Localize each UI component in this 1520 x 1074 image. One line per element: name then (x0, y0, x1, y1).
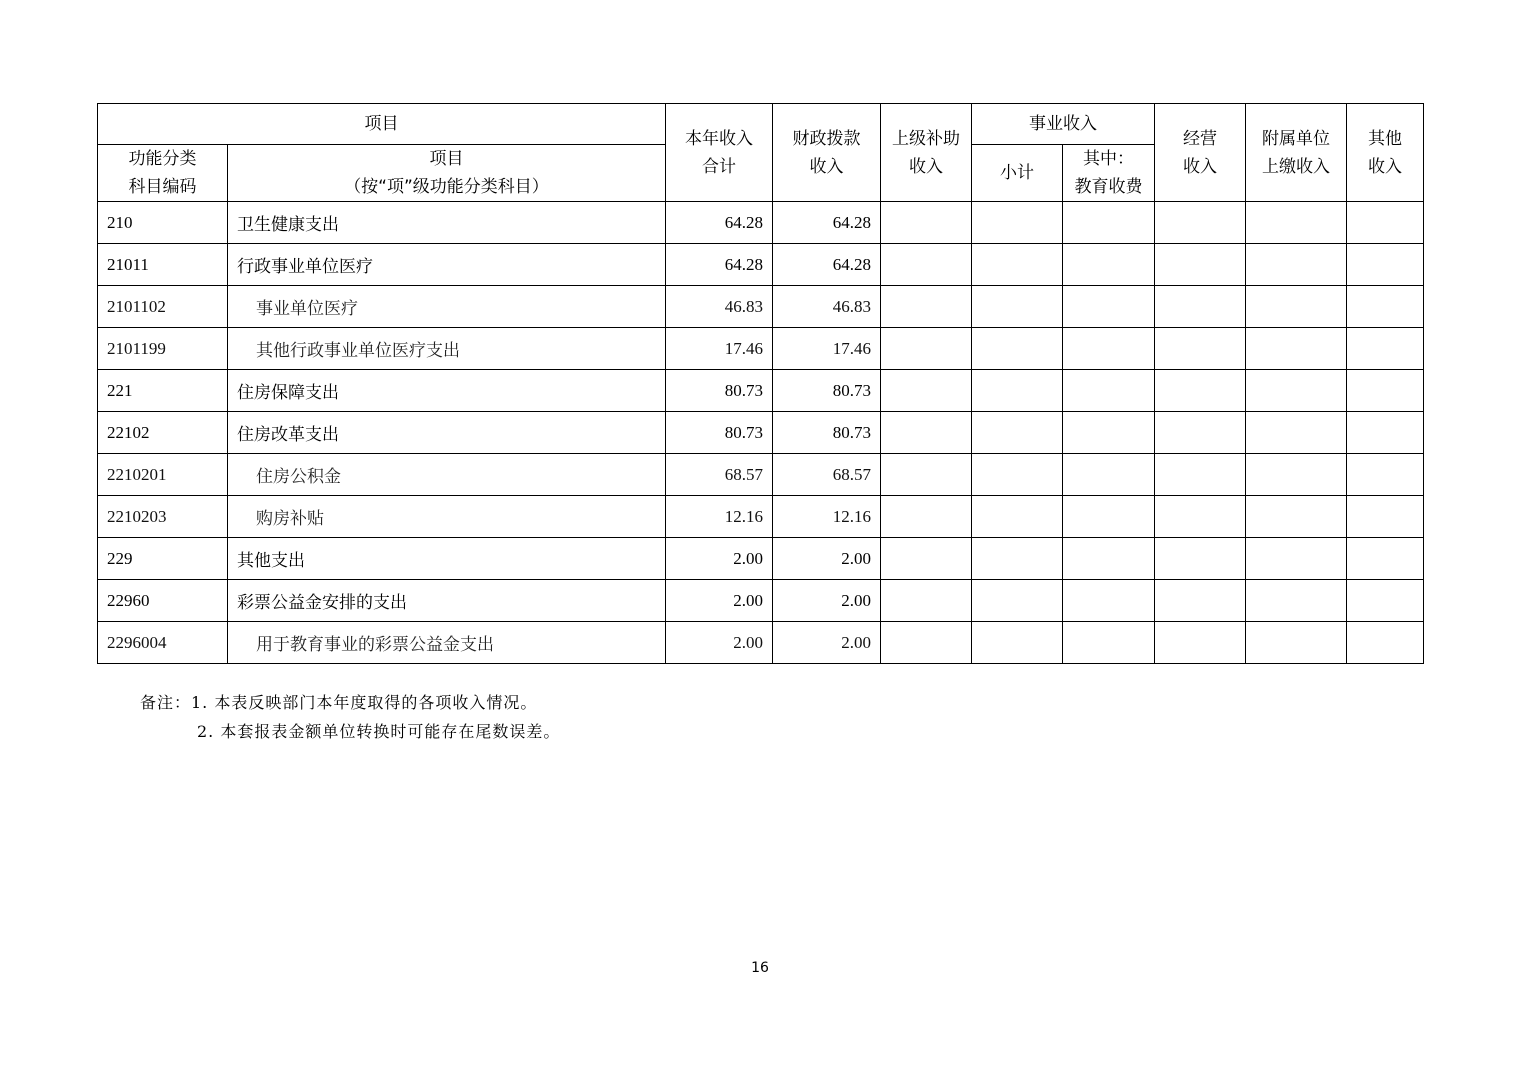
row-empty-cell (881, 412, 972, 454)
table-row (98, 202, 1424, 244)
row-empty-cell (1246, 580, 1347, 622)
row-fiscal: 12.16 (773, 496, 881, 538)
table-row (98, 496, 1424, 538)
header-career-subtotal: 小计 (972, 145, 1063, 202)
row-empty-cell (1063, 244, 1155, 286)
row-empty-cell (1347, 622, 1424, 664)
row-empty-cell (1347, 580, 1424, 622)
header-upper-line1: 上级补助 (892, 128, 960, 149)
header-func-line1: 功能分类 (128, 149, 197, 169)
row-name: 行政事业单位医疗 (228, 244, 666, 286)
header-affil-line2: 上缴收入 (1262, 156, 1330, 177)
row-empty-cell (1155, 370, 1246, 412)
row-empty-cell (1155, 328, 1246, 370)
row-fiscal: 80.73 (773, 370, 881, 412)
row-empty-cell (881, 370, 972, 412)
row-name: 住房改革支出 (228, 412, 666, 454)
row-empty-cell (1246, 370, 1347, 412)
table-row (98, 328, 1424, 370)
header-affiliated (1246, 104, 1347, 202)
row-empty-cell (1155, 622, 1246, 664)
header-fiscal-line2: 收入 (809, 156, 844, 177)
table-header (98, 104, 1424, 202)
row-empty-cell (972, 412, 1063, 454)
header-career-edu (1063, 145, 1155, 202)
row-code: 210 (98, 202, 228, 244)
table-row (98, 412, 1424, 454)
row-empty-cell (1246, 328, 1347, 370)
row-total: 2.00 (666, 580, 773, 622)
header-career-income: 事业收入 (972, 104, 1155, 145)
row-empty-cell (881, 286, 972, 328)
row-empty-cell (881, 580, 972, 622)
header-edu-line1: 其中： (1083, 149, 1134, 169)
header-fiscal (773, 104, 881, 202)
header-edu-line2: 教育收费 (1074, 177, 1143, 197)
row-empty-cell (881, 202, 972, 244)
row-fiscal: 80.73 (773, 412, 881, 454)
row-empty-cell (972, 244, 1063, 286)
row-name: 事业单位医疗 (228, 286, 666, 328)
table-row (98, 454, 1424, 496)
row-code: 22960 (98, 580, 228, 622)
row-empty-cell (881, 328, 972, 370)
header-item-line2: （按“项”级功能分类科目） (344, 177, 549, 197)
row-code: 2210203 (98, 496, 228, 538)
row-code: 22102 (98, 412, 228, 454)
row-fiscal: 64.28 (773, 202, 881, 244)
row-empty-cell (1347, 244, 1424, 286)
row-code: 2296004 (98, 622, 228, 664)
row-empty-cell (1155, 412, 1246, 454)
table-body (98, 202, 1424, 664)
row-empty-cell (1063, 538, 1155, 580)
row-empty-cell (972, 496, 1063, 538)
row-total: 2.00 (666, 622, 773, 664)
row-empty-cell (1155, 496, 1246, 538)
row-code: 229 (98, 538, 228, 580)
note-line-2: 2. 本套报表金额单位转换时可能存在尾数误差。 (197, 722, 561, 741)
row-empty-cell (972, 202, 1063, 244)
row-fiscal: 2.00 (773, 538, 881, 580)
row-name: 彩票公益金安排的支出 (228, 580, 666, 622)
row-code: 21011 (98, 244, 228, 286)
row-empty-cell (972, 580, 1063, 622)
row-name: 用于教育事业的彩票公益金支出 (228, 622, 666, 664)
row-empty-cell (1063, 202, 1155, 244)
header-total-line2: 合计 (702, 156, 736, 177)
row-empty-cell (1063, 412, 1155, 454)
row-empty-cell (972, 370, 1063, 412)
row-fiscal: 46.83 (773, 286, 881, 328)
header-affil-line1: 附属单位 (1262, 128, 1330, 149)
row-code: 2210201 (98, 454, 228, 496)
row-total: 68.57 (666, 454, 773, 496)
row-code: 2101199 (98, 328, 228, 370)
row-fiscal: 64.28 (773, 244, 881, 286)
table-row (98, 244, 1424, 286)
row-empty-cell (881, 496, 972, 538)
row-empty-cell (1246, 202, 1347, 244)
table-row (98, 538, 1424, 580)
row-code: 221 (98, 370, 228, 412)
row-total: 64.28 (666, 244, 773, 286)
row-empty-cell (1246, 496, 1347, 538)
header-func-code (98, 145, 228, 202)
row-code: 2101102 (98, 286, 228, 328)
row-empty-cell (1063, 328, 1155, 370)
row-fiscal: 68.57 (773, 454, 881, 496)
header-other-line1: 其他 (1368, 128, 1402, 149)
row-name: 购房补贴 (228, 496, 666, 538)
row-empty-cell (972, 286, 1063, 328)
row-empty-cell (1155, 244, 1246, 286)
row-empty-cell (972, 454, 1063, 496)
row-empty-cell (1347, 454, 1424, 496)
row-empty-cell (1155, 580, 1246, 622)
header-total-line1: 本年收入 (685, 128, 753, 149)
row-empty-cell (1347, 538, 1424, 580)
header-item (228, 145, 666, 202)
header-upper-subsidy (881, 104, 972, 202)
table-notes (140, 688, 560, 746)
row-empty-cell (1063, 496, 1155, 538)
income-table (97, 103, 1424, 664)
header-project: 项目 (98, 104, 666, 145)
row-total: 17.46 (666, 328, 773, 370)
header-total (666, 104, 773, 202)
row-empty-cell (1246, 454, 1347, 496)
row-empty-cell (1063, 286, 1155, 328)
row-total: 46.83 (666, 286, 773, 328)
header-item-line1: 项目 (429, 149, 464, 169)
row-name: 卫生健康支出 (228, 202, 666, 244)
row-fiscal: 17.46 (773, 328, 881, 370)
row-total: 12.16 (666, 496, 773, 538)
header-other (1347, 104, 1424, 202)
header-upper-line2: 收入 (909, 156, 943, 177)
row-empty-cell (972, 328, 1063, 370)
row-fiscal: 2.00 (773, 622, 881, 664)
row-empty-cell (881, 538, 972, 580)
header-func-line2: 科目编码 (128, 177, 197, 197)
row-empty-cell (1347, 328, 1424, 370)
row-name: 住房保障支出 (228, 370, 666, 412)
row-empty-cell (1063, 622, 1155, 664)
row-empty-cell (1063, 454, 1155, 496)
row-empty-cell (1246, 286, 1347, 328)
row-empty-cell (972, 538, 1063, 580)
row-total: 80.73 (666, 370, 773, 412)
row-empty-cell (1347, 496, 1424, 538)
row-empty-cell (1063, 370, 1155, 412)
row-empty-cell (972, 622, 1063, 664)
row-empty-cell (1155, 202, 1246, 244)
row-empty-cell (1246, 412, 1347, 454)
table-row (98, 622, 1424, 664)
row-empty-cell (1347, 412, 1424, 454)
table-row (98, 286, 1424, 328)
row-total: 80.73 (666, 412, 773, 454)
row-empty-cell (1155, 286, 1246, 328)
row-total: 2.00 (666, 538, 773, 580)
row-name: 其他支出 (228, 538, 666, 580)
header-other-line2: 收入 (1368, 156, 1402, 177)
row-empty-cell (1155, 454, 1246, 496)
table-row (98, 370, 1424, 412)
row-empty-cell (1347, 202, 1424, 244)
row-empty-cell (1246, 244, 1347, 286)
row-empty-cell (1347, 286, 1424, 328)
row-empty-cell (1155, 538, 1246, 580)
row-name: 其他行政事业单位医疗支出 (228, 328, 666, 370)
row-name: 住房公积金 (228, 454, 666, 496)
header-operating (1155, 104, 1246, 202)
header-fiscal-line1: 财政拨款 (792, 128, 861, 149)
row-empty-cell (881, 454, 972, 496)
table-row (98, 580, 1424, 622)
page-number: 16 (751, 960, 769, 976)
row-empty-cell (1246, 622, 1347, 664)
note-line-1: 备注：1. 本表反映部门本年度取得的各项收入情况。 (140, 693, 538, 712)
header-oper-line1: 经营 (1183, 128, 1217, 149)
row-empty-cell (881, 244, 972, 286)
row-empty-cell (1347, 370, 1424, 412)
row-empty-cell (881, 622, 972, 664)
row-empty-cell (1063, 580, 1155, 622)
row-fiscal: 2.00 (773, 580, 881, 622)
header-oper-line2: 收入 (1183, 156, 1217, 177)
row-empty-cell (1246, 538, 1347, 580)
row-total: 64.28 (666, 202, 773, 244)
